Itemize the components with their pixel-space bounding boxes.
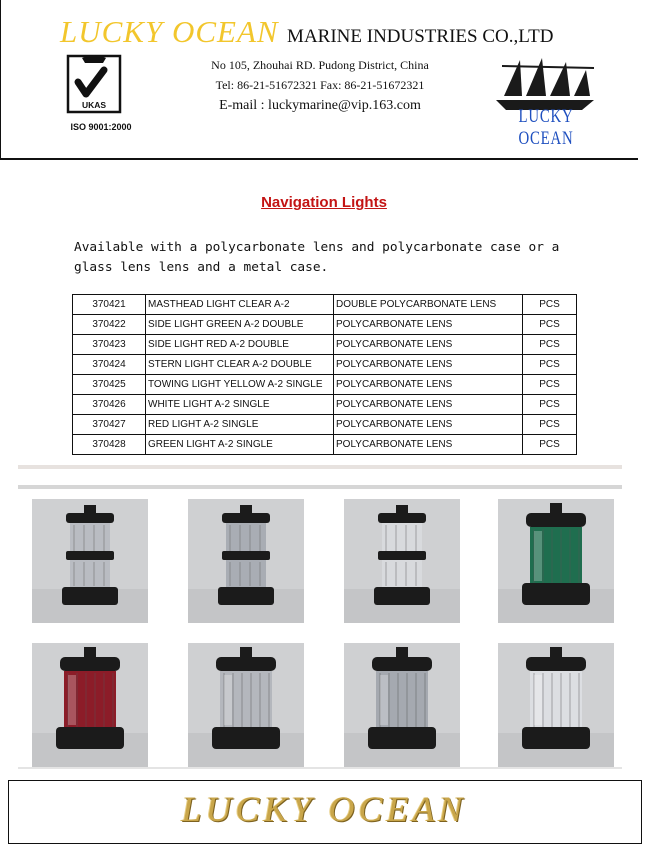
double-navigation-light-icon [188, 499, 304, 623]
product-unit: PCS [523, 415, 577, 435]
product-lens: DOUBLE POLYCARBONATE LENS [334, 295, 523, 315]
product-lens: POLYCARBONATE LENS [334, 435, 523, 455]
photo-shadow-band [18, 485, 622, 489]
table-row [73, 435, 577, 455]
product-lens: POLYCARBONATE LENS [334, 335, 523, 355]
product-unit: PCS [523, 355, 577, 375]
photo-bottom-border [18, 767, 622, 769]
product-photo [32, 499, 148, 623]
product-unit: PCS [523, 335, 577, 355]
ukas-logo [60, 52, 142, 136]
header-left-rule [0, 0, 1, 160]
product-photo [344, 499, 460, 623]
product-lens: POLYCARBONATE LENS [334, 415, 523, 435]
iso-label: ISO 9001:2000 [70, 122, 132, 132]
product-description: STERN LIGHT CLEAR A-2 DOUBLE [146, 355, 334, 375]
product-photo [498, 643, 614, 767]
footer-brand-logo: LUCKY OCEAN [181, 789, 467, 829]
product-photo [344, 643, 460, 767]
product-description: TOWING LIGHT YELLOW A-2 SINGLE [146, 375, 334, 395]
table-row [73, 355, 577, 375]
product-lens: POLYCARBONATE LENS [334, 355, 523, 375]
ukas-certification-icon [60, 52, 142, 122]
product-photo [498, 499, 614, 623]
table-row [73, 395, 577, 415]
table-row [73, 295, 577, 315]
product-lens: POLYCARBONATE LENS [334, 395, 523, 415]
table-row [73, 315, 577, 335]
product-description: SIDE LIGHT RED A-2 DOUBLE [146, 335, 334, 355]
single-navigation-light-icon [344, 643, 460, 767]
company-name-rest: MARINE INDUSTRIES CO.,LTD [287, 26, 554, 47]
company-name [60, 14, 553, 50]
product-code: 370428 [73, 435, 146, 455]
email-text: E-mail : luckymarine@vip.163.com [219, 98, 421, 113]
product-table [72, 294, 577, 455]
single-navigation-light-icon [32, 643, 148, 767]
product-lens: POLYCARBONATE LENS [334, 315, 523, 335]
single-navigation-light-icon [498, 499, 614, 623]
table-row [73, 335, 577, 355]
product-description: SIDE LIGHT GREEN A-2 DOUBLE [146, 315, 334, 335]
product-description: WHITE LIGHT A-2 SINGLE [146, 395, 334, 415]
product-lens: POLYCARBONATE LENS [334, 375, 523, 395]
product-photo [32, 643, 148, 767]
ukas-label: UKAS [81, 100, 107, 110]
product-table-body [73, 295, 577, 455]
product-photo [188, 643, 304, 767]
header-divider [0, 158, 638, 160]
product-code: 370426 [73, 395, 146, 415]
single-navigation-light-icon [188, 643, 304, 767]
product-unit: PCS [523, 435, 577, 455]
address-text: No 105, Zhouhai RD. Pudong District, China [211, 58, 429, 72]
product-unit: PCS [523, 315, 577, 335]
double-navigation-light-icon [32, 499, 148, 623]
sailing-ship-icon [490, 56, 602, 112]
product-unit: PCS [523, 295, 577, 315]
company-brand: LUCKY OCEAN [60, 14, 279, 49]
product-code: 370421 [73, 295, 146, 315]
phone-fax-text: Tel: 86-21-51672321 Fax: 86-21-51672321 [215, 78, 425, 92]
table-row [73, 415, 577, 435]
ship-logo-text: LUCKY OCEAN [518, 106, 574, 149]
section-title [0, 194, 648, 211]
product-description: GREEN LIGHT A-2 SINGLE [146, 435, 334, 455]
section-title-text: Navigation Lights [261, 194, 387, 211]
product-code: 370423 [73, 335, 146, 355]
product-photo-grid [18, 465, 622, 771]
product-code: 370424 [73, 355, 146, 375]
contact-block [170, 58, 470, 119]
product-code: 370425 [73, 375, 146, 395]
product-description: RED LIGHT A-2 SINGLE [146, 415, 334, 435]
ship-logo [490, 56, 602, 149]
product-code: 370422 [73, 315, 146, 335]
product-unit: PCS [523, 395, 577, 415]
single-navigation-light-icon [498, 643, 614, 767]
table-row [73, 375, 577, 395]
product-photo [188, 499, 304, 623]
product-description: MASTHEAD LIGHT CLEAR A-2 [146, 295, 334, 315]
product-code: 370427 [73, 415, 146, 435]
photo-top-border [18, 465, 622, 469]
section-description: Available with a polycarbonate lens and polycarbonate case or a glass lens lens and a metal case. [74, 240, 560, 275]
product-unit: PCS [523, 375, 577, 395]
double-navigation-light-icon [344, 499, 460, 623]
